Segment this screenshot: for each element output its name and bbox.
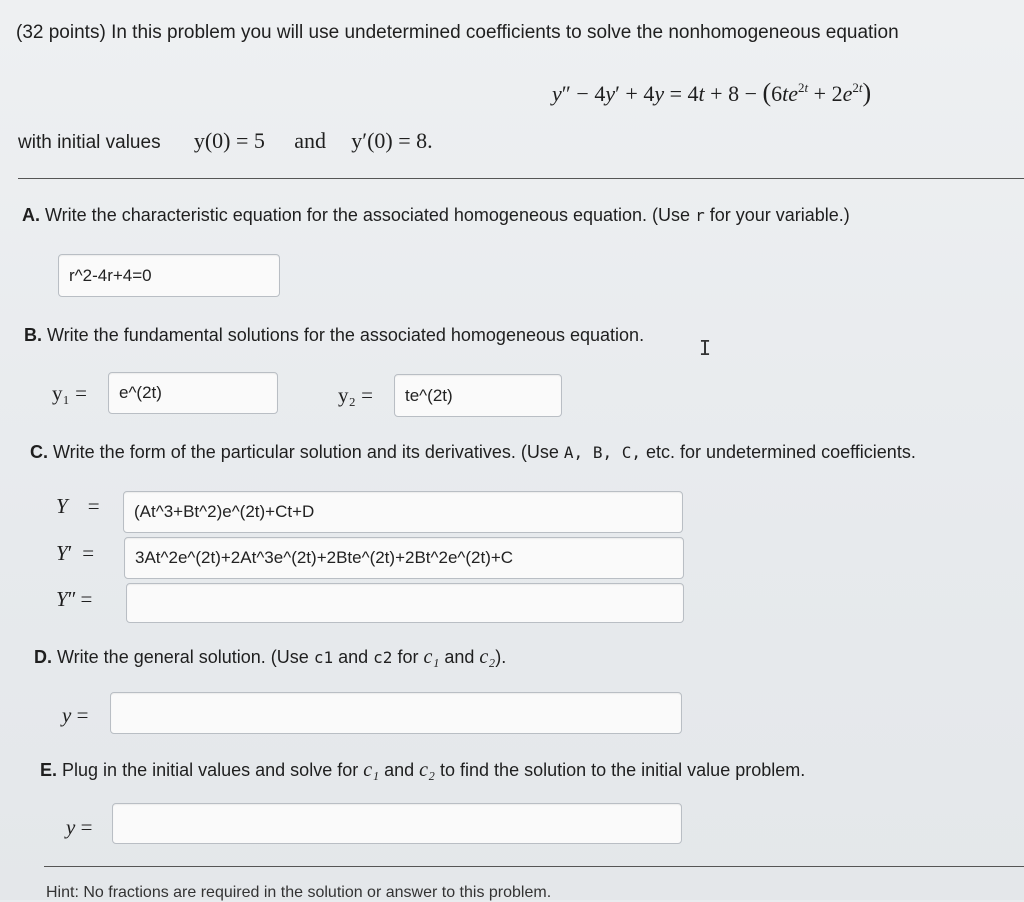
part-a-letter: A. xyxy=(22,205,40,225)
y2-value: te^(2t) xyxy=(405,385,453,405)
y2-label: y₂ = xyxy=(338,383,373,407)
Y-value: (At^3+Bt^2)e^(2t)+Ct+D xyxy=(134,502,315,521)
part-b-text: Write the fundamental solutions for the associated homogeneous equation. xyxy=(47,325,645,345)
y2-input[interactable] xyxy=(394,374,562,417)
part-b-letter: B. xyxy=(24,325,42,345)
hint-text: Hint: No fractions are required in the solution or answer to this problem. xyxy=(46,884,552,901)
part-e-c1-math: c₁ xyxy=(363,759,380,781)
part-d-c1-math: c₁ xyxy=(423,646,440,668)
part-c-text-end: etc. for undetermined coefficients. xyxy=(646,442,916,462)
differential-equation: $y'' - 4y' + 4y = 4t + 8 - (6te^{2t} + 2e^{2t})$ xyxy=(552,78,872,107)
part-d-and: and xyxy=(338,647,369,667)
points-label: (32 points) xyxy=(16,22,106,43)
part-c-codes: A, B, C, xyxy=(563,443,641,462)
part-e-text-end: to find the solution to the initial value problem. xyxy=(440,760,806,780)
Yp-value: 3At^2e^(2t)+2At^3e^(2t)+2Bte^(2t)+2Bt^2e^(2t)+C xyxy=(135,548,514,567)
char-equation-value: r^2-4r+4=0 xyxy=(69,265,152,285)
part-d-letter: D. xyxy=(34,647,52,667)
part-a-var: r xyxy=(695,206,705,225)
general-solution-input[interactable] xyxy=(110,692,682,734)
part-e-letter: E. xyxy=(40,760,58,780)
part-d-c2-math: c₂ xyxy=(479,646,496,668)
text-cursor-icon: I xyxy=(699,336,712,360)
ivp-y-label: y = xyxy=(66,815,93,839)
Y-input[interactable] xyxy=(123,491,683,533)
part-d-for: for xyxy=(397,647,419,667)
y1-label: y₁ = xyxy=(52,381,87,405)
part-d-c1-code: c1 xyxy=(313,648,334,667)
initial-prefix: with initial values xyxy=(18,132,161,153)
part-a-text-end: for your variable.) xyxy=(709,205,850,225)
Yp-input[interactable] xyxy=(124,537,684,579)
y1-input[interactable] xyxy=(108,372,278,414)
char-equation-input[interactable] xyxy=(58,254,280,297)
initial-cond-1: y(0) = 5 xyxy=(193,128,265,153)
part-e-and: and xyxy=(384,760,415,780)
part-d-and-2: and xyxy=(444,647,475,667)
part-e-question xyxy=(40,759,805,782)
Ypp-input[interactable] xyxy=(126,583,684,623)
divider-bottom xyxy=(44,866,1024,867)
part-d-c2-code: c2 xyxy=(373,648,393,667)
part-c-text: Write the form of the particular solution and its derivatives. (Use xyxy=(53,442,559,462)
Yp-label: Y′ = xyxy=(56,541,95,565)
part-d-question xyxy=(34,646,506,669)
intro-text: In this problem you will use undetermined coefficients to solve the nonhomogeneous equation xyxy=(111,22,899,43)
ivp-solution-input[interactable] xyxy=(112,803,682,844)
part-d-end: ). xyxy=(495,647,507,667)
part-e-text: Plug in the initial values and solve for xyxy=(62,760,359,780)
initial-cond-2: y′(0) = 8. xyxy=(351,128,433,153)
initial-and: and xyxy=(294,128,326,153)
general-y-label: y = xyxy=(62,703,89,727)
part-e-c2-math: c₂ xyxy=(419,759,435,781)
part-a-question xyxy=(22,205,850,226)
divider-top xyxy=(18,178,1024,179)
part-b-question xyxy=(24,325,644,346)
y1-value: e^(2t) xyxy=(119,383,162,402)
part-c-letter: C. xyxy=(30,442,48,462)
initial-values xyxy=(18,128,433,154)
part-a-text: Write the characteristic equation for the associated homogeneous equation. (Use xyxy=(45,205,691,225)
Y-label: Y = xyxy=(56,494,100,518)
Ypp-label: Y″ = xyxy=(56,587,93,611)
problem-intro xyxy=(16,22,899,44)
part-d-text: Write the general solution. (Use xyxy=(57,647,309,667)
part-c-question xyxy=(30,442,916,463)
